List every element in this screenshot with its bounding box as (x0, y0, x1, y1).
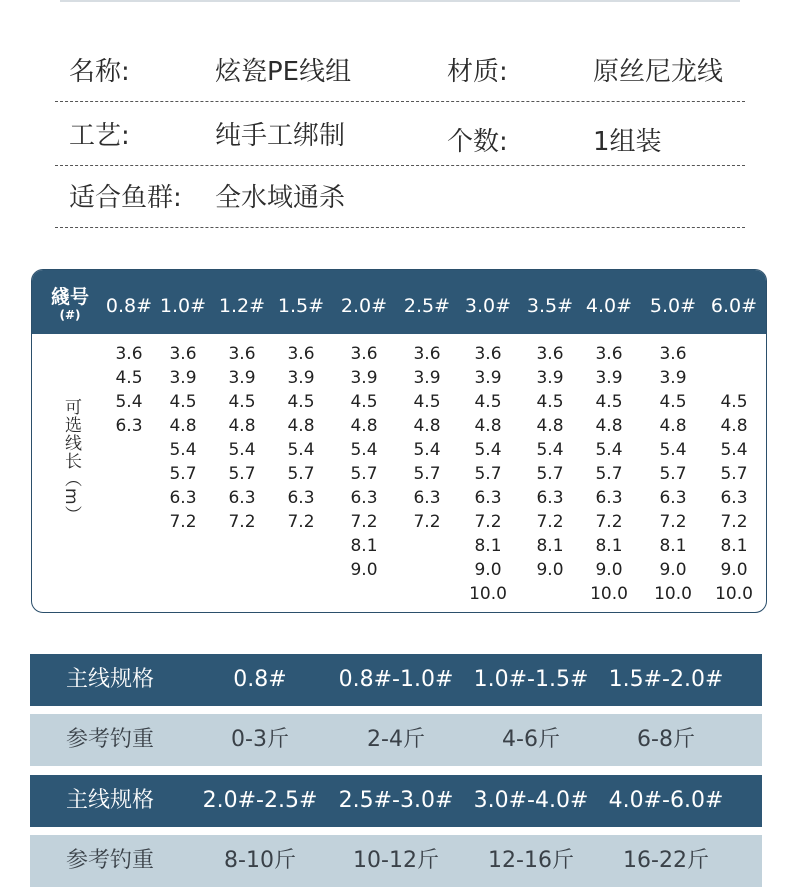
length-cell: 4.8 (595, 416, 623, 436)
line-number-label: 綫号 (50, 286, 89, 308)
length-cell: 6.3 (287, 488, 315, 508)
optional-length-label: 可选线长（m） (61, 398, 81, 524)
spec-value-name: 炫瓷PE线组 (215, 57, 352, 87)
length-cell: 5.4 (287, 440, 315, 460)
bar-value: 12-16斤 (488, 848, 574, 873)
length-cell: 6.3 (169, 488, 197, 508)
length-cell: 5.4 (413, 440, 441, 460)
length-column (402, 342, 452, 606)
length-cell: 5.7 (595, 464, 623, 484)
length-cell (104, 486, 154, 510)
length-cell: 9.0 (659, 560, 687, 580)
length-column (217, 342, 267, 606)
length-cell: 5.4 (536, 440, 564, 460)
length-column (158, 342, 208, 606)
length-cell: 7.2 (350, 512, 378, 532)
length-column (525, 342, 575, 606)
length-cell: 4.5 (413, 392, 441, 412)
length-cell: 4.8 (228, 416, 256, 436)
length-cell: 7.2 (474, 512, 502, 532)
length-cell (104, 462, 154, 486)
length-cell: 7.2 (413, 512, 441, 532)
length-cell: 4.5 (228, 392, 256, 412)
bar-value: 4-6斤 (502, 727, 560, 752)
bar-value: 2.0#-2.5# (202, 788, 318, 813)
bar-value: 3.0#-4.0# (473, 788, 589, 813)
length-cell: 3.6 (536, 344, 564, 364)
grade-header: 1.5# (277, 295, 325, 317)
bar-value: 4.0#-6.0# (608, 788, 724, 813)
length-cell: 5.4 (115, 392, 143, 412)
length-cell: 3.9 (474, 368, 502, 388)
length-cell: 9.0 (595, 560, 623, 580)
length-cell: 4.8 (169, 416, 197, 436)
length-cell: 4.8 (536, 416, 564, 436)
length-cell: 4.8 (659, 416, 687, 436)
length-cell: 8.1 (720, 536, 748, 556)
length-cell (276, 582, 326, 606)
top-divider (60, 0, 740, 2)
length-cell: 4.5 (659, 392, 687, 412)
length-cell (217, 582, 267, 606)
length-cell: 6.3 (350, 488, 378, 508)
bar-value: 16-22斤 (623, 848, 709, 873)
length-cell (217, 558, 267, 582)
length-cell: 3.9 (228, 368, 256, 388)
spec-row-craft-count (55, 106, 745, 166)
length-cell: 8.1 (474, 536, 502, 556)
length-column (584, 342, 634, 606)
length-cell: 3.9 (169, 368, 197, 388)
length-cell: 9.0 (720, 560, 748, 580)
length-cell: 6.3 (474, 488, 502, 508)
length-column (339, 342, 389, 606)
bar-value: 8-10斤 (224, 848, 296, 873)
spec-value-fish: 全水域通杀 (215, 183, 346, 213)
length-cell: 7.2 (169, 512, 197, 532)
bar-value: 2-4斤 (367, 727, 425, 752)
length-column (709, 342, 759, 606)
length-cell: 6.3 (659, 488, 687, 508)
length-cell: 3.6 (115, 344, 143, 364)
grade-header: 1.0# (159, 295, 207, 317)
length-cell: 3.6 (169, 344, 197, 364)
length-cell (104, 510, 154, 534)
length-cell (276, 534, 326, 558)
bar-value: 0-3斤 (231, 727, 289, 752)
length-cell: 8.1 (659, 536, 687, 556)
line-number-header (48, 286, 92, 322)
length-cell: 3.6 (228, 344, 256, 364)
length-cell: 10.0 (654, 584, 692, 604)
length-cell: 10.0 (715, 584, 753, 604)
grade-header: 5.0# (649, 295, 697, 317)
length-cell (104, 438, 154, 462)
length-cell: 6.3 (536, 488, 564, 508)
bar-value: 2.5#-3.0# (338, 788, 454, 813)
length-cell (104, 582, 154, 606)
length-cell: 3.6 (350, 344, 378, 364)
bar-label: 主线规格 (66, 667, 155, 692)
bar-label: 参考钓重 (66, 848, 155, 873)
length-cell: 5.7 (413, 464, 441, 484)
grade-header: 1.2# (218, 295, 266, 317)
length-cell: 4.5 (350, 392, 378, 412)
length-cell: 4.8 (287, 416, 315, 436)
length-cell: 7.2 (659, 512, 687, 532)
length-cell (709, 342, 759, 366)
spec-value-material: 原丝尼龙线 (593, 57, 724, 87)
length-cell (217, 534, 267, 558)
length-cell (339, 582, 389, 606)
length-cell: 3.9 (659, 368, 687, 388)
length-cell: 6.3 (115, 416, 143, 436)
length-cell: 3.9 (350, 368, 378, 388)
length-cell: 4.5 (536, 392, 564, 412)
line-length-table (31, 269, 767, 613)
length-cell: 3.6 (474, 344, 502, 364)
length-cell: 10.0 (590, 584, 628, 604)
length-cell (158, 534, 208, 558)
length-cell: 3.6 (287, 344, 315, 364)
length-cell: 5.7 (536, 464, 564, 484)
line-table-header (32, 270, 766, 334)
grade-header: 3.5# (526, 295, 574, 317)
bar-value: 1.0#-1.5# (473, 667, 589, 692)
weight-bar-1 (30, 714, 762, 766)
bar-label: 主线规格 (66, 788, 155, 813)
length-cell (525, 582, 575, 606)
grade-header: 4.0# (585, 295, 633, 317)
grade-header: 3.0# (464, 295, 512, 317)
length-cell: 6.3 (595, 488, 623, 508)
length-cell (402, 534, 452, 558)
bar-label: 参考钓重 (66, 727, 155, 752)
length-cell: 8.1 (350, 536, 378, 556)
length-cell: 6.3 (228, 488, 256, 508)
bar-value: 0.8# (233, 667, 287, 692)
spec-row-name-material (55, 42, 745, 102)
length-cell: 5.4 (595, 440, 623, 460)
length-cell: 5.7 (287, 464, 315, 484)
length-cell: 4.5 (595, 392, 623, 412)
length-cell (402, 582, 452, 606)
spec-value-count: 1组装 (593, 127, 662, 157)
length-column (276, 342, 326, 606)
spec-bar-1 (30, 654, 762, 706)
length-cell: 3.9 (413, 368, 441, 388)
length-cell: 5.4 (169, 440, 197, 460)
length-cell: 5.4 (720, 440, 748, 460)
grade-header: 0.8# (105, 295, 153, 317)
bar-value: 0.8#-1.0# (338, 667, 454, 692)
length-cell: 7.2 (536, 512, 564, 532)
length-cell: 4.5 (720, 392, 748, 412)
length-cell: 3.6 (595, 344, 623, 364)
spec-label-material: 材质: (447, 57, 508, 87)
length-cell: 5.7 (659, 464, 687, 484)
length-cell: 4.8 (413, 416, 441, 436)
bar-value: 1.5#-2.0# (608, 667, 724, 692)
length-cell: 5.7 (350, 464, 378, 484)
length-cell (158, 582, 208, 606)
length-cell (104, 534, 154, 558)
length-cell: 9.0 (536, 560, 564, 580)
length-cell: 8.1 (595, 536, 623, 556)
spec-label-craft: 工艺: (69, 121, 130, 151)
length-cell (402, 558, 452, 582)
length-cell: 3.9 (287, 368, 315, 388)
spec-value-craft: 纯手工绑制 (215, 121, 346, 151)
length-cell: 4.5 (115, 368, 143, 388)
length-column (463, 342, 513, 606)
length-cell: 5.4 (474, 440, 502, 460)
length-cell: 6.3 (413, 488, 441, 508)
bar-value: 6-8斤 (637, 727, 695, 752)
length-column (648, 342, 698, 606)
length-cell: 5.4 (350, 440, 378, 460)
grade-header: 6.0# (710, 295, 758, 317)
length-cell: 7.2 (595, 512, 623, 532)
length-cell: 5.7 (720, 464, 748, 484)
length-cell: 9.0 (350, 560, 378, 580)
length-cell: 4.5 (474, 392, 502, 412)
length-cell: 5.7 (228, 464, 256, 484)
spec-bar-2 (30, 775, 762, 827)
length-cell: 5.7 (169, 464, 197, 484)
length-cell: 3.6 (413, 344, 441, 364)
spec-label-fish: 适合鱼群: (69, 183, 182, 213)
length-column (104, 342, 154, 606)
length-cell: 7.2 (287, 512, 315, 532)
spec-label-count: 个数: (447, 127, 508, 157)
length-cell: 4.8 (720, 416, 748, 436)
length-cell: 5.4 (228, 440, 256, 460)
grade-header: 2.5# (403, 295, 451, 317)
length-cell: 5.4 (659, 440, 687, 460)
length-cell: 6.3 (720, 488, 748, 508)
length-cell: 8.1 (536, 536, 564, 556)
length-cell (104, 558, 154, 582)
spec-row-fish (55, 168, 745, 228)
length-cell (276, 558, 326, 582)
line-number-unit: (#) (59, 308, 81, 322)
length-cell: 4.5 (287, 392, 315, 412)
length-cell: 5.7 (474, 464, 502, 484)
grade-header: 2.0# (340, 295, 388, 317)
length-cell: 3.9 (536, 368, 564, 388)
length-cell: 10.0 (469, 584, 507, 604)
length-cell (158, 558, 208, 582)
length-cell: 3.9 (595, 368, 623, 388)
length-cell: 4.8 (350, 416, 378, 436)
length-cell: 7.2 (228, 512, 256, 532)
bar-value: 10-12斤 (353, 848, 439, 873)
length-cell: 9.0 (474, 560, 502, 580)
length-cell: 4.8 (474, 416, 502, 436)
length-cell: 7.2 (720, 512, 748, 532)
spec-label-name: 名称: (69, 57, 130, 87)
length-cell: 3.6 (659, 344, 687, 364)
length-cell (709, 366, 759, 390)
weight-bar-2 (30, 835, 762, 887)
length-cell: 4.5 (169, 392, 197, 412)
